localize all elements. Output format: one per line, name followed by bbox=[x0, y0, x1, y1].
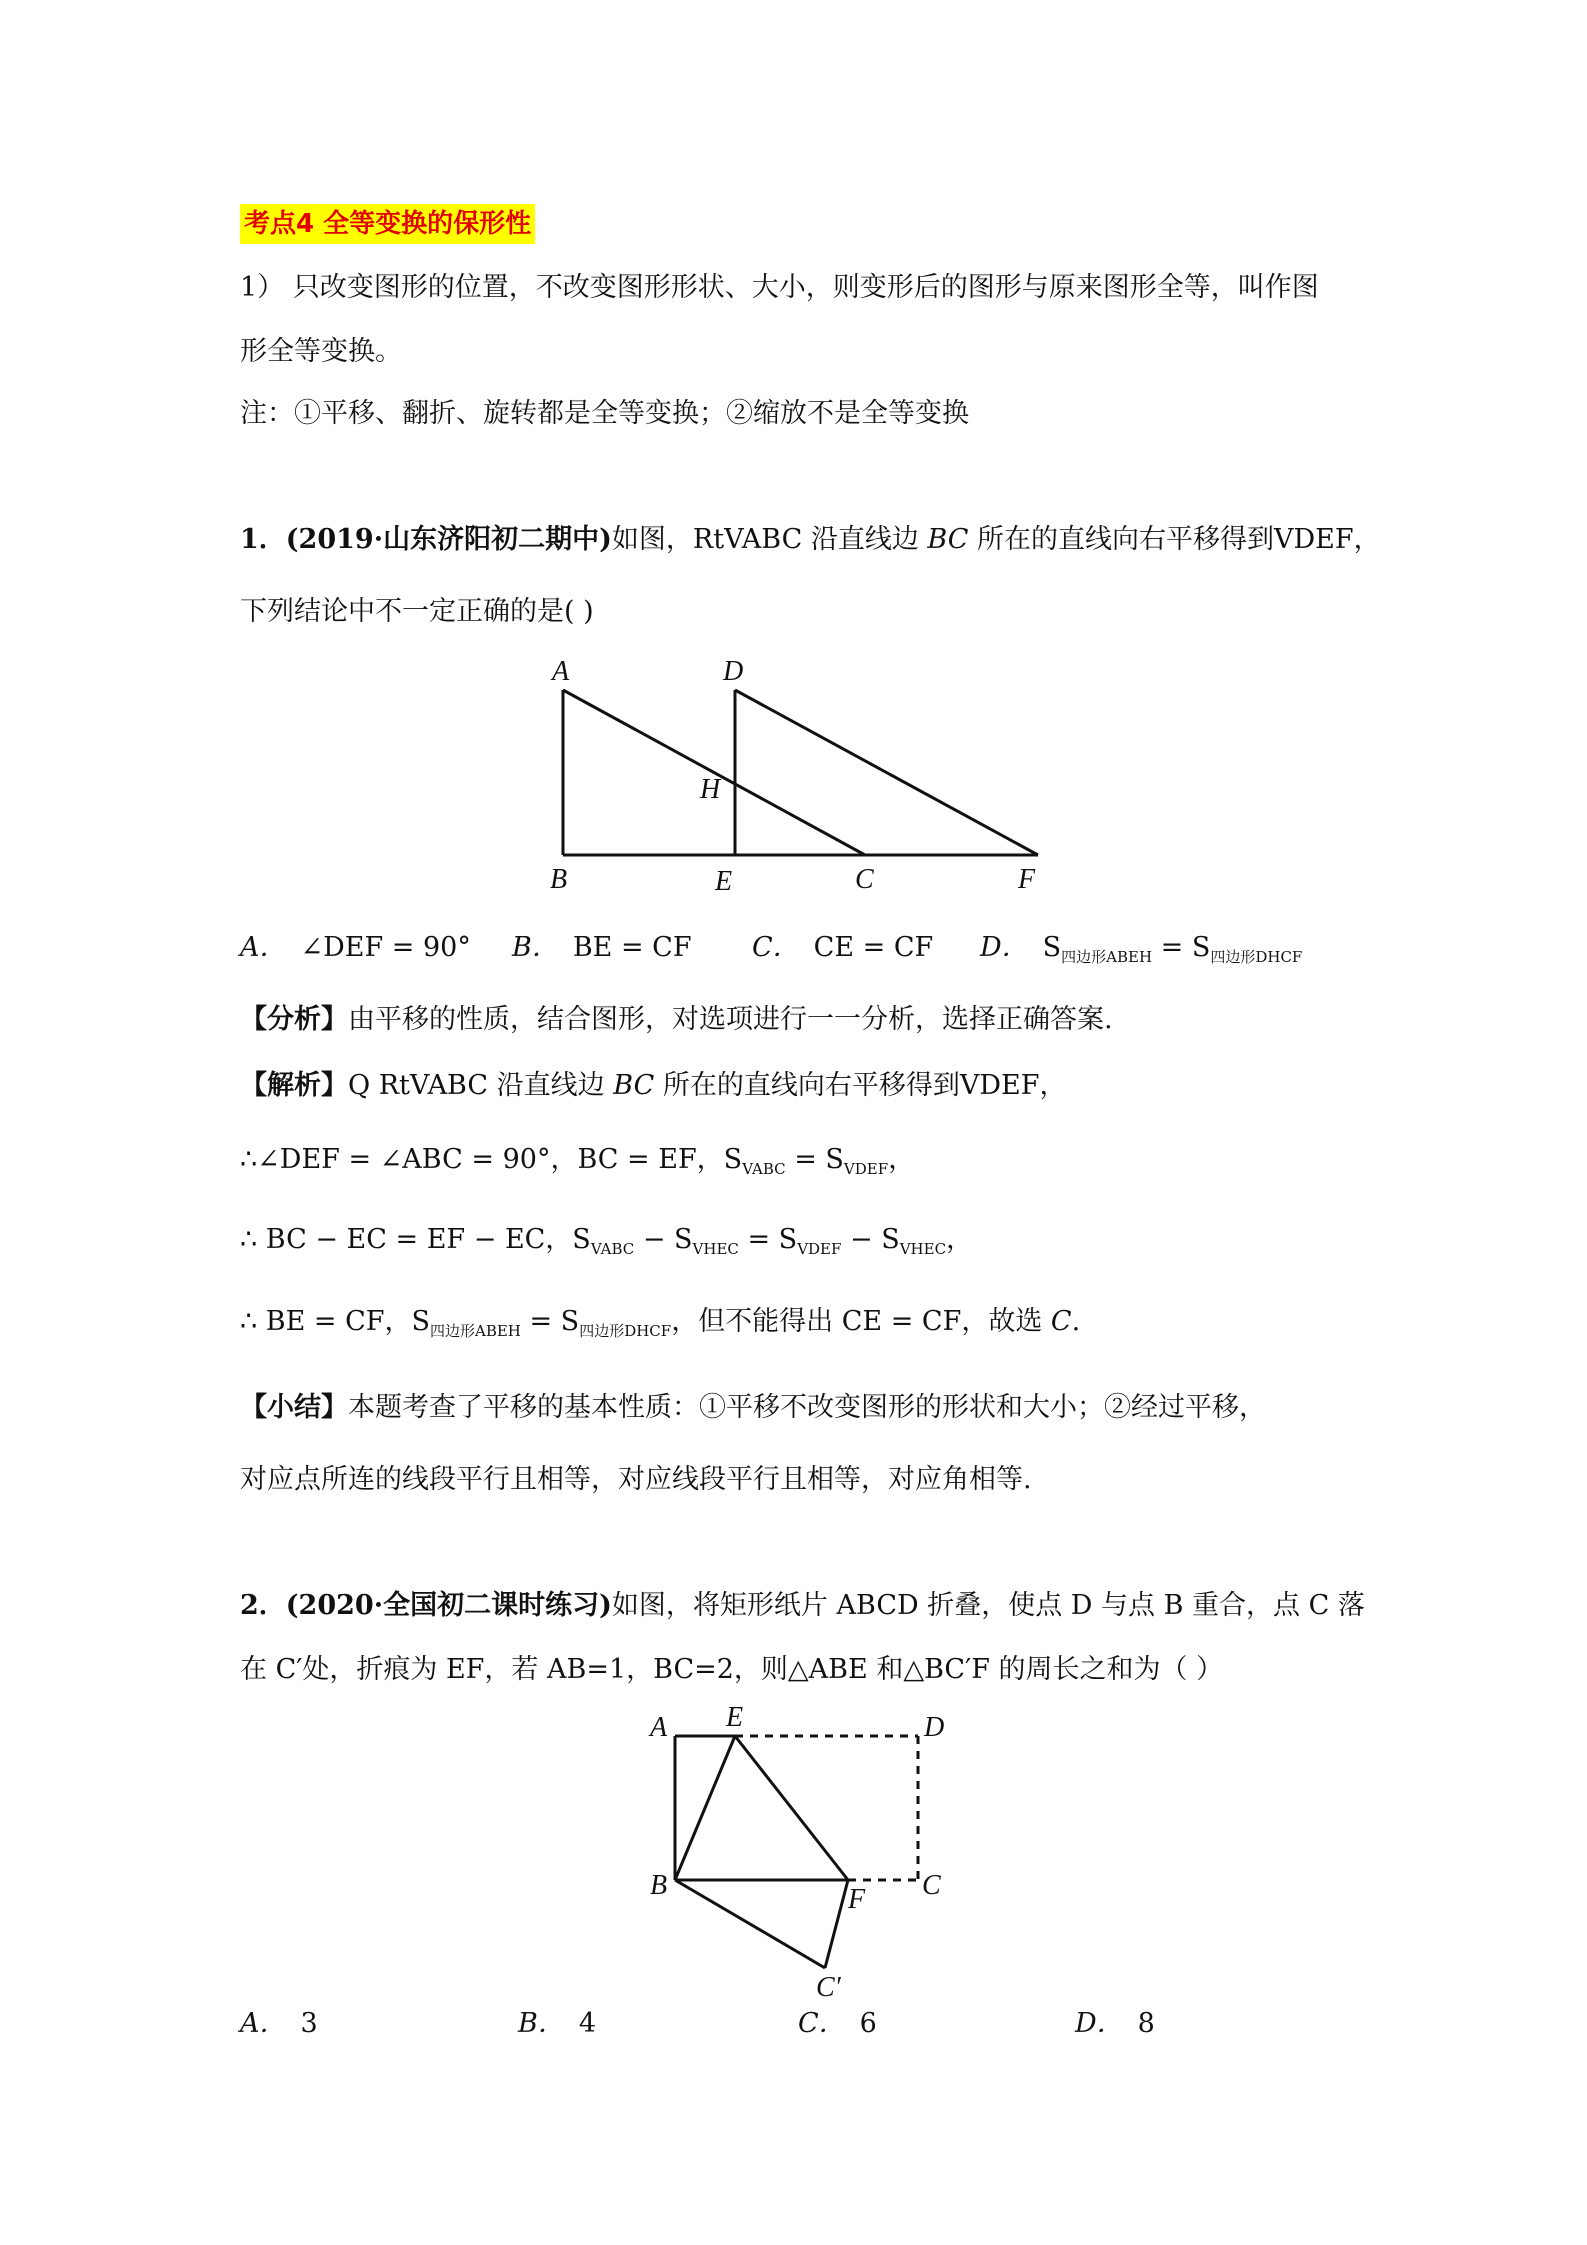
q2-stem-line-2: 在 C′处，折痕为 EF，若 AB=1，BC=2，则△ABE 和△BC′F 的周长之和为（ ） bbox=[240, 1654, 1224, 1685]
sol2-s1: VABC bbox=[742, 1160, 786, 1178]
q1-edge-df bbox=[735, 690, 1038, 855]
q2-label-e: E bbox=[726, 1702, 744, 1733]
q1-label-f: F bbox=[1018, 864, 1036, 895]
q2-option-c[interactable] bbox=[798, 2004, 877, 2044]
sol3-d: − S bbox=[841, 1224, 900, 1255]
q1-option-b-text: BE = CF bbox=[572, 932, 692, 963]
q1-label-c: C bbox=[855, 864, 874, 895]
q2-option-d-letter: D． bbox=[1075, 2008, 1124, 2039]
q1-option-d-eq: = S bbox=[1152, 932, 1211, 963]
q2-option-b-text: 4 bbox=[578, 2008, 597, 2039]
q2-stem-l1: 如图，将矩形纸片 ABCD 折叠，使点 D 与点 B 重合，点 C 落 bbox=[611, 1590, 1365, 1621]
q1-analysis-text: 由平移的性质，结合图形，对选项进行一一分析，选择正确答案. bbox=[348, 1004, 1113, 1035]
q1-solution-tag: 【解析】 bbox=[240, 1070, 348, 1101]
q1-option-a-text: ∠DEF = 90° bbox=[300, 932, 471, 963]
q1-summary-line-1 bbox=[240, 1388, 1266, 1428]
q1-option-c-letter: C． bbox=[752, 932, 800, 963]
q1-option-c[interactable] bbox=[752, 928, 933, 968]
q2-label-f: F bbox=[848, 1884, 866, 1915]
sol3-e: ， bbox=[946, 1224, 974, 1255]
q1-summary-l1: 本题考查了平移的基本性质：①平移不改变图形的形状和大小；②经过平移， bbox=[348, 1392, 1266, 1423]
q1-label-a: A bbox=[552, 656, 570, 687]
q1-option-d-letter: D． bbox=[980, 932, 1029, 963]
q1-analysis bbox=[240, 1000, 1113, 1040]
q1-solution-line-1 bbox=[240, 1066, 1066, 1106]
q1-label-b: B bbox=[550, 864, 568, 895]
sol4-a: ∴ BE = CF，S bbox=[240, 1306, 430, 1337]
sol4-d: C bbox=[1050, 1306, 1072, 1337]
q2-option-c-letter: C． bbox=[798, 2008, 846, 2039]
q1-option-d-sub2: 四边形DHCF bbox=[1210, 948, 1303, 966]
sol4-e: . bbox=[1071, 1306, 1081, 1337]
q1-stem-bc: BC bbox=[927, 524, 969, 555]
q2-label-d: D bbox=[924, 1712, 945, 1743]
q1-option-c-text: CE = CF bbox=[813, 932, 934, 963]
q2-option-a-text: 3 bbox=[300, 2008, 318, 2039]
q1-option-b[interactable] bbox=[512, 928, 692, 968]
q2-stem-line-1 bbox=[240, 1586, 1365, 1626]
sol4-c: ，但不能得出 CE = CF，故选 bbox=[671, 1306, 1043, 1337]
sol3-s1: VABC bbox=[590, 1240, 635, 1258]
q2-option-b-letter: B． bbox=[518, 2008, 565, 2039]
sol2-b: = S bbox=[785, 1144, 844, 1175]
q2-option-b[interactable] bbox=[518, 2004, 596, 2044]
q1-summary-tag: 【小结】 bbox=[240, 1392, 348, 1423]
q1-label-d: D bbox=[723, 656, 744, 687]
q1-option-d[interactable] bbox=[980, 928, 1302, 977]
q1-stem-line-1 bbox=[240, 520, 1381, 560]
sol3-c: = S bbox=[738, 1224, 798, 1255]
sol4-b: = S bbox=[520, 1306, 580, 1337]
note-line: 注：①平移、翻折、旋转都是全等变换；②缩放不是全等变换 bbox=[240, 398, 969, 429]
sol3-s3: VDEF bbox=[797, 1240, 842, 1258]
q1-solution-l1-b: 所在的直线向右平移得到VDEF， bbox=[662, 1070, 1067, 1101]
q1-option-d-sub1: 四边形ABEH bbox=[1061, 948, 1153, 966]
q1-figure bbox=[530, 650, 1060, 910]
q1-solution-line-3 bbox=[240, 1220, 973, 1269]
q1-stem-line-2: 下列结论中不一定正确的是( ) bbox=[240, 596, 594, 627]
q1-solution-l1-a: Q RtVABC 沿直线边 bbox=[348, 1070, 605, 1101]
sol2-c: ， bbox=[888, 1144, 916, 1175]
sol4-s2: 四边形DHCF bbox=[579, 1322, 672, 1340]
q2-label-c: C bbox=[922, 1870, 941, 1901]
q1-edge-ac bbox=[563, 690, 865, 855]
q1-stem-a: 如图，RtVABC 沿直线边 bbox=[611, 524, 919, 555]
section-heading: 考点4 全等变换的保形性 bbox=[240, 204, 535, 244]
q1-stem-b: 所在的直线向右平移得到VDEF， bbox=[977, 524, 1381, 555]
sol3-a: ∴ BC − EC = EF − EC，S bbox=[240, 1224, 591, 1255]
sol2-s2: VDEF bbox=[843, 1160, 889, 1178]
q1-analysis-tag: 【分析】 bbox=[240, 1004, 348, 1035]
q2-figure bbox=[640, 1700, 960, 2010]
q2-edge-bcp bbox=[675, 1880, 825, 1968]
q2-edge-fcp bbox=[825, 1880, 848, 1968]
q2-option-a-letter: A． bbox=[240, 2008, 287, 2039]
q1-solution-line-4 bbox=[240, 1302, 1080, 1351]
q2-label-cprime: C′ bbox=[816, 1972, 841, 2003]
q2-label-b: B bbox=[650, 1870, 668, 1901]
q1-option-a-letter: A． bbox=[240, 932, 287, 963]
sol4-s1: 四边形ABEH bbox=[430, 1322, 521, 1340]
q1-source: 1．(2019·山东济阳初二期中) bbox=[240, 524, 612, 555]
q2-option-c-text: 6 bbox=[859, 2008, 877, 2039]
q1-label-e: E bbox=[715, 866, 733, 897]
q2-option-d[interactable] bbox=[1075, 2004, 1155, 2044]
q2-option-a[interactable] bbox=[240, 2004, 318, 2044]
q1-solution-line-2 bbox=[240, 1140, 915, 1189]
q1-summary-line-2: 对应点所连的线段平行且相等，对应线段平行且相等，对应角相等. bbox=[240, 1464, 1032, 1495]
q1-option-a[interactable] bbox=[240, 928, 471, 968]
q1-label-h: H bbox=[700, 774, 721, 805]
intro-line-1: 1） 只改变图形的位置，不改变图形形状、大小，则变形后的图形与原来图形全等，叫作图 bbox=[240, 272, 1319, 303]
q2-edge-ef bbox=[735, 1736, 848, 1880]
intro-line-2: 形全等变换。 bbox=[240, 336, 402, 367]
q2-edge-be bbox=[675, 1736, 735, 1880]
q1-option-d-s1: S bbox=[1042, 932, 1062, 963]
q2-source: 2．(2020·全国初二课时练习) bbox=[240, 1590, 612, 1621]
sol2-a: ∴∠DEF = ∠ABC = 90°，BC = EF，S bbox=[240, 1144, 743, 1175]
sol3-s2: VHEC bbox=[692, 1240, 739, 1258]
q1-option-b-letter: B． bbox=[512, 932, 559, 963]
sol3-b: − S bbox=[634, 1224, 693, 1255]
sol3-s4: VHEC bbox=[899, 1240, 947, 1258]
q2-option-d-text: 8 bbox=[1137, 2008, 1155, 2039]
q1-solution-l1-bc: BC bbox=[613, 1070, 655, 1101]
q2-label-a: A bbox=[650, 1712, 668, 1743]
